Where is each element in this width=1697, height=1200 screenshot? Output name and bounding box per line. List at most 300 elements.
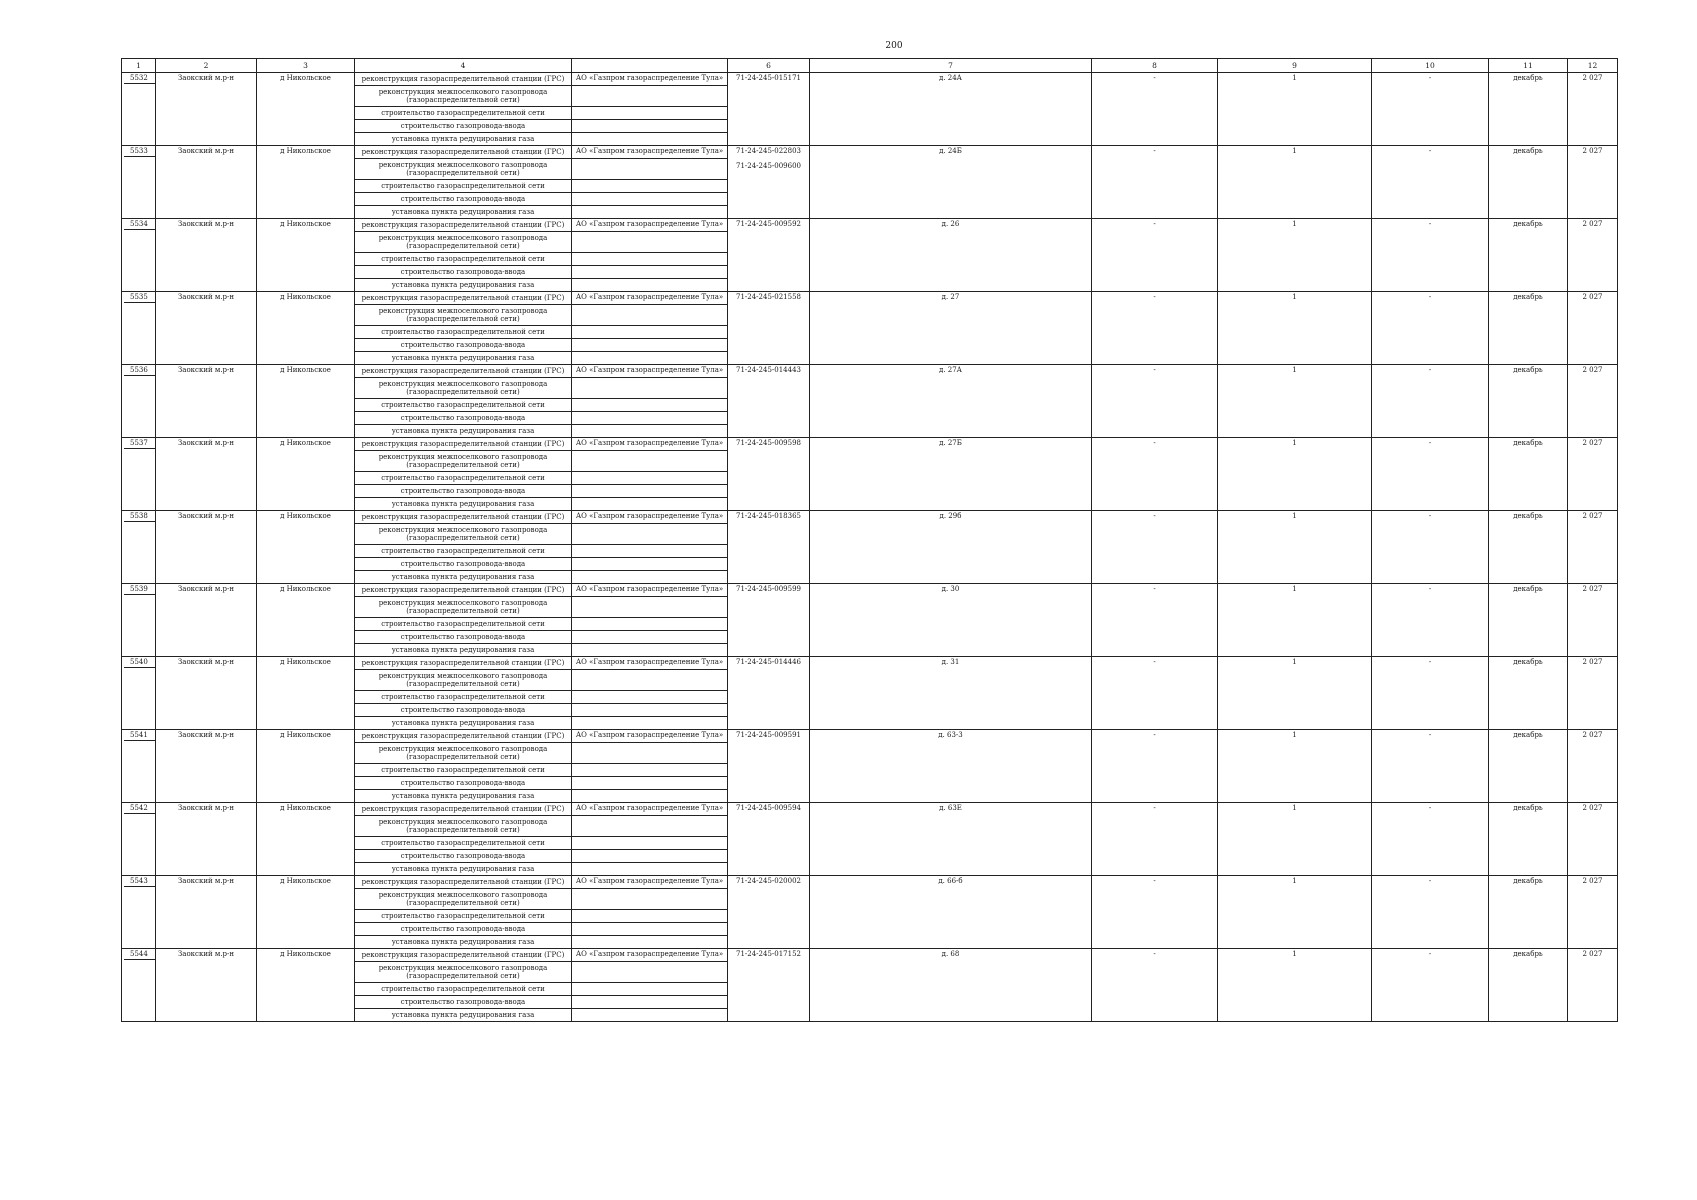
- work-type-cell: реконструкция газораспределительной станции (ГРС): [355, 292, 572, 305]
- month-cell: декабрь: [1489, 657, 1568, 730]
- year-cell: 2 027: [1568, 657, 1618, 730]
- cadastral-cell: [728, 365, 810, 438]
- organization-cell: [572, 498, 728, 511]
- month-cell: декабрь: [1489, 438, 1568, 511]
- work-type-cell: строительство газопровода-ввода: [355, 558, 572, 571]
- col10-cell: -: [1372, 584, 1489, 657]
- address-cell: д. 27Б: [810, 438, 1092, 511]
- work-type-cell: реконструкция газораспределительной станции (ГРС): [355, 438, 572, 451]
- year-cell: 2 027: [1568, 803, 1618, 876]
- cadastral-number: 71-24-245-017152: [736, 950, 801, 958]
- year-cell: 2 027: [1568, 73, 1618, 146]
- organization-cell: [572, 558, 728, 571]
- work-type-cell: строительство газораспределительной сети: [355, 910, 572, 923]
- col-header: 1: [122, 59, 156, 73]
- village-cell: д Никольское: [257, 146, 355, 219]
- cadastral-cell: [728, 219, 810, 292]
- address-cell: д. 26: [810, 219, 1092, 292]
- row-number: 5543: [124, 877, 155, 887]
- row-number-cell: [122, 876, 156, 949]
- village-cell: д Никольское: [257, 949, 355, 1022]
- organization-cell: [572, 790, 728, 803]
- organization-cell: [572, 704, 728, 717]
- month-cell: декабрь: [1489, 365, 1568, 438]
- row-number-cell: [122, 219, 156, 292]
- cadastral-cell: [728, 292, 810, 365]
- month-cell: декабрь: [1489, 730, 1568, 803]
- work-type-cell: реконструкция газораспределительной станции (ГРС): [355, 803, 572, 816]
- district-cell: Заокский м.р-н: [156, 292, 257, 365]
- cadastral-number: 71-24-245-021558: [736, 293, 801, 301]
- work-type-cell: строительство газораспределительной сети: [355, 107, 572, 120]
- work-type-cell: строительство газопровода-ввода: [355, 631, 572, 644]
- row-number: 5542: [124, 804, 155, 814]
- address-cell: д. 66-б: [810, 876, 1092, 949]
- district-cell: Заокский м.р-н: [156, 657, 257, 730]
- organization-cell: [572, 425, 728, 438]
- col-header: 8: [1092, 59, 1218, 73]
- organization-cell: [572, 305, 728, 326]
- col9-cell: 1: [1218, 803, 1372, 876]
- col9-cell: 1: [1218, 584, 1372, 657]
- address-cell: д. 29б: [810, 511, 1092, 584]
- address-cell: д. 27: [810, 292, 1092, 365]
- work-type-cell: реконструкция газораспределительной станции (ГРС): [355, 365, 572, 378]
- year-cell: 2 027: [1568, 949, 1618, 1022]
- row-number: 5544: [124, 950, 155, 960]
- year-cell: 2 027: [1568, 219, 1618, 292]
- col8-cell: -: [1092, 438, 1218, 511]
- table-body: [122, 59, 1618, 1022]
- col10-cell: -: [1372, 73, 1489, 146]
- work-type-cell: реконструкция межпоселкового газопровода (газораспределительной сети): [355, 816, 572, 837]
- address-cell: д. 31: [810, 657, 1092, 730]
- village-cell: д Никольское: [257, 876, 355, 949]
- month-cell: декабрь: [1489, 949, 1568, 1022]
- organization-cell: [572, 472, 728, 485]
- work-type-cell: строительство газопровода-ввода: [355, 850, 572, 863]
- row-number-cell: [122, 146, 156, 219]
- cadastral-number: 71-24-245-009599: [736, 585, 801, 593]
- village-cell: д Никольское: [257, 365, 355, 438]
- work-type-cell: реконструкция межпоселкового газопровода (газораспределительной сети): [355, 451, 572, 472]
- organization-cell: [572, 983, 728, 996]
- cadastral-number: 71-24-245-009598: [736, 439, 801, 447]
- cadastral-number: 71-24-245-009592: [736, 220, 801, 228]
- col-header: 9: [1218, 59, 1372, 73]
- cadastral-cell: [728, 73, 810, 146]
- organization-cell: [572, 86, 728, 107]
- district-cell: Заокский м.р-н: [156, 584, 257, 657]
- cadastral-cell: [728, 657, 810, 730]
- col9-cell: 1: [1218, 511, 1372, 584]
- organization-cell: [572, 962, 728, 983]
- col10-cell: -: [1372, 292, 1489, 365]
- village-cell: д Никольское: [257, 584, 355, 657]
- work-type-cell: строительство газораспределительной сети: [355, 618, 572, 631]
- organization-cell: АО «Газпром газораспределение Тула»: [572, 511, 728, 524]
- organization-cell: АО «Газпром газораспределение Тула»: [572, 438, 728, 451]
- col9-cell: 1: [1218, 730, 1372, 803]
- col8-cell: -: [1092, 511, 1218, 584]
- organization-cell: [572, 451, 728, 472]
- organization-cell: [572, 326, 728, 339]
- work-type-cell: реконструкция межпоселкового газопровода (газораспределительной сети): [355, 378, 572, 399]
- cadastral-number: 71-24-245-022803: [736, 147, 801, 155]
- month-cell: декабрь: [1489, 292, 1568, 365]
- work-type-cell: строительство газораспределительной сети: [355, 326, 572, 339]
- organization-cell: [572, 996, 728, 1009]
- work-type-cell: реконструкция межпоселкового газопровода (газораспределительной сети): [355, 670, 572, 691]
- year-cell: 2 027: [1568, 365, 1618, 438]
- organization-cell: [572, 743, 728, 764]
- work-type-cell: строительство газопровода-ввода: [355, 412, 572, 425]
- col8-cell: -: [1092, 949, 1218, 1022]
- work-type-cell: установка пункта редуцирования газа: [355, 425, 572, 438]
- works-table: [121, 58, 1618, 1022]
- table-row: [122, 146, 1618, 159]
- work-type-cell: установка пункта редуцирования газа: [355, 1009, 572, 1022]
- work-type-cell: строительство газораспределительной сети: [355, 399, 572, 412]
- row-number: 5538: [124, 512, 155, 522]
- work-type-cell: строительство газораспределительной сети: [355, 983, 572, 996]
- table-row: [122, 511, 1618, 524]
- col8-cell: -: [1092, 803, 1218, 876]
- cadastral-number: 71-24-245-020002: [736, 877, 801, 885]
- col9-cell: 1: [1218, 949, 1372, 1022]
- row-number-cell: [122, 365, 156, 438]
- organization-cell: АО «Газпром газораспределение Тула»: [572, 876, 728, 889]
- table-row: [122, 365, 1618, 378]
- cadastral-number: 71-24-245-018365: [736, 512, 801, 520]
- col8-cell: -: [1092, 365, 1218, 438]
- row-number-cell: [122, 438, 156, 511]
- organization-cell: [572, 232, 728, 253]
- district-cell: Заокский м.р-н: [156, 730, 257, 803]
- village-cell: д Никольское: [257, 730, 355, 803]
- work-type-cell: строительство газораспределительной сети: [355, 545, 572, 558]
- organization-cell: [572, 159, 728, 180]
- organization-cell: [572, 764, 728, 777]
- work-type-cell: строительство газораспределительной сети: [355, 837, 572, 850]
- table-row: [122, 292, 1618, 305]
- organization-cell: АО «Газпром газораспределение Тула»: [572, 730, 728, 743]
- work-type-cell: строительство газораспределительной сети: [355, 764, 572, 777]
- organization-cell: [572, 923, 728, 936]
- organization-cell: [572, 399, 728, 412]
- village-cell: д Никольское: [257, 803, 355, 876]
- cadastral-cell: [728, 438, 810, 511]
- work-type-cell: строительство газопровода-ввода: [355, 923, 572, 936]
- row-number: 5535: [124, 293, 155, 303]
- table-row: [122, 657, 1618, 670]
- district-cell: Заокский м.р-н: [156, 146, 257, 219]
- address-cell: д. 24А: [810, 73, 1092, 146]
- work-type-cell: установка пункта редуцирования газа: [355, 571, 572, 584]
- col9-cell: 1: [1218, 292, 1372, 365]
- row-number-cell: [122, 584, 156, 657]
- col8-cell: -: [1092, 730, 1218, 803]
- work-type-cell: реконструкция газораспределительной станции (ГРС): [355, 219, 572, 232]
- village-cell: д Никольское: [257, 438, 355, 511]
- district-cell: Заокский м.р-н: [156, 365, 257, 438]
- work-type-cell: строительство газораспределительной сети: [355, 253, 572, 266]
- organization-cell: [572, 717, 728, 730]
- work-type-cell: реконструкция газораспределительной станции (ГРС): [355, 730, 572, 743]
- row-number: 5532: [124, 74, 155, 84]
- row-number: 5541: [124, 731, 155, 741]
- cadastral-cell: [728, 146, 810, 219]
- work-type-cell: реконструкция межпоселкового газопровода (газораспределительной сети): [355, 86, 572, 107]
- organization-cell: АО «Газпром газораспределение Тула»: [572, 584, 728, 597]
- address-cell: д. 63Е: [810, 803, 1092, 876]
- cadastral-number: 71-24-245-009600: [736, 162, 801, 170]
- cadastral-number: 71-24-245-009594: [736, 804, 801, 812]
- col10-cell: -: [1372, 657, 1489, 730]
- row-number-cell: [122, 292, 156, 365]
- month-cell: декабрь: [1489, 511, 1568, 584]
- organization-cell: [572, 936, 728, 949]
- organization-cell: [572, 889, 728, 910]
- work-type-cell: установка пункта редуцирования газа: [355, 206, 572, 219]
- organization-cell: [572, 279, 728, 292]
- work-type-cell: строительство газораспределительной сети: [355, 180, 572, 193]
- col9-cell: 1: [1218, 73, 1372, 146]
- work-type-cell: реконструкция газораспределительной станции (ГРС): [355, 146, 572, 159]
- organization-cell: [572, 850, 728, 863]
- work-type-cell: реконструкция газораспределительной станции (ГРС): [355, 584, 572, 597]
- year-cell: 2 027: [1568, 146, 1618, 219]
- organization-cell: [572, 618, 728, 631]
- col10-cell: -: [1372, 876, 1489, 949]
- work-type-cell: реконструкция газораспределительной станции (ГРС): [355, 511, 572, 524]
- col8-cell: -: [1092, 73, 1218, 146]
- work-type-cell: установка пункта редуцирования газа: [355, 279, 572, 292]
- district-cell: Заокский м.р-н: [156, 949, 257, 1022]
- table-row: [122, 876, 1618, 889]
- cadastral-number: 71-24-245-009591: [736, 731, 801, 739]
- year-cell: 2 027: [1568, 876, 1618, 949]
- work-type-cell: строительство газопровода-ввода: [355, 266, 572, 279]
- work-type-cell: строительство газораспределительной сети: [355, 472, 572, 485]
- table-row: [122, 730, 1618, 743]
- year-cell: 2 027: [1568, 511, 1618, 584]
- organization-cell: [572, 253, 728, 266]
- work-type-cell: реконструкция межпоселкового газопровода (газораспределительной сети): [355, 524, 572, 545]
- table-row: [122, 584, 1618, 597]
- month-cell: декабрь: [1489, 584, 1568, 657]
- address-cell: д. 30: [810, 584, 1092, 657]
- work-type-cell: реконструкция межпоселкового газопровода (газораспределительной сети): [355, 232, 572, 253]
- cadastral-cell: [728, 876, 810, 949]
- col10-cell: -: [1372, 730, 1489, 803]
- row-number-cell: [122, 803, 156, 876]
- work-type-cell: установка пункта редуцирования газа: [355, 717, 572, 730]
- address-cell: д. 24Б: [810, 146, 1092, 219]
- work-type-cell: установка пункта редуцирования газа: [355, 936, 572, 949]
- work-type-cell: строительство газопровода-ввода: [355, 996, 572, 1009]
- village-cell: д Никольское: [257, 657, 355, 730]
- work-type-cell: установка пункта редуцирования газа: [355, 790, 572, 803]
- work-type-cell: реконструкция газораспределительной станции (ГРС): [355, 949, 572, 962]
- organization-cell: [572, 485, 728, 498]
- work-type-cell: строительство газораспределительной сети: [355, 691, 572, 704]
- col-header: 7: [810, 59, 1092, 73]
- col9-cell: 1: [1218, 146, 1372, 219]
- col8-cell: -: [1092, 876, 1218, 949]
- cadastral-cell: [728, 511, 810, 584]
- organization-cell: АО «Газпром газораспределение Тула»: [572, 219, 728, 232]
- work-type-cell: строительство газопровода-ввода: [355, 193, 572, 206]
- organization-cell: [572, 691, 728, 704]
- table-row: [122, 949, 1618, 962]
- organization-cell: АО «Газпром газораспределение Тула»: [572, 657, 728, 670]
- village-cell: д Никольское: [257, 219, 355, 292]
- col9-cell: 1: [1218, 657, 1372, 730]
- col-header: 4: [355, 59, 572, 73]
- cadastral-number: 71-24-245-014446: [736, 658, 801, 666]
- work-type-cell: установка пункта редуцирования газа: [355, 352, 572, 365]
- organization-cell: [572, 816, 728, 837]
- organization-cell: АО «Газпром газораспределение Тула»: [572, 146, 728, 159]
- district-cell: Заокский м.р-н: [156, 876, 257, 949]
- row-number: 5533: [124, 147, 155, 157]
- work-type-cell: реконструкция межпоселкового газопровода (газораспределительной сети): [355, 305, 572, 326]
- month-cell: декабрь: [1489, 146, 1568, 219]
- organization-cell: [572, 1009, 728, 1022]
- organization-cell: АО «Газпром газораспределение Тула»: [572, 73, 728, 86]
- col-header: 3: [257, 59, 355, 73]
- row-number-cell: [122, 73, 156, 146]
- work-type-cell: реконструкция газораспределительной станции (ГРС): [355, 657, 572, 670]
- village-cell: д Никольское: [257, 292, 355, 365]
- col10-cell: -: [1372, 146, 1489, 219]
- col10-cell: -: [1372, 511, 1489, 584]
- col8-cell: -: [1092, 657, 1218, 730]
- work-type-cell: строительство газопровода-ввода: [355, 777, 572, 790]
- village-cell: д Никольское: [257, 511, 355, 584]
- month-cell: декабрь: [1489, 219, 1568, 292]
- col-header: 2: [156, 59, 257, 73]
- village-cell: д Никольское: [257, 73, 355, 146]
- organization-cell: [572, 107, 728, 120]
- table-row: [122, 438, 1618, 451]
- work-type-cell: строительство газопровода-ввода: [355, 704, 572, 717]
- work-type-cell: строительство газопровода-ввода: [355, 120, 572, 133]
- organization-cell: [572, 597, 728, 618]
- cadastral-cell: [728, 584, 810, 657]
- page-number: 200: [885, 41, 903, 51]
- organization-cell: АО «Газпром газораспределение Тула»: [572, 803, 728, 816]
- work-type-cell: установка пункта редуцирования газа: [355, 644, 572, 657]
- col9-cell: 1: [1218, 219, 1372, 292]
- district-cell: Заокский м.р-н: [156, 438, 257, 511]
- work-type-cell: установка пункта редуцирования газа: [355, 133, 572, 146]
- cadastral-cell: [728, 949, 810, 1022]
- organization-cell: [572, 910, 728, 923]
- address-cell: д. 63-3: [810, 730, 1092, 803]
- year-cell: 2 027: [1568, 730, 1618, 803]
- organization-cell: [572, 120, 728, 133]
- district-cell: Заокский м.р-н: [156, 219, 257, 292]
- year-cell: 2 027: [1568, 584, 1618, 657]
- col8-cell: -: [1092, 292, 1218, 365]
- organization-cell: [572, 180, 728, 193]
- cadastral-number: 71-24-245-014443: [736, 366, 801, 374]
- work-type-cell: установка пункта редуцирования газа: [355, 863, 572, 876]
- organization-cell: [572, 206, 728, 219]
- col-header: [572, 59, 728, 73]
- row-number-cell: [122, 657, 156, 730]
- col8-cell: -: [1092, 146, 1218, 219]
- work-type-cell: реконструкция межпоселкового газопровода (газораспределительной сети): [355, 962, 572, 983]
- district-cell: Заокский м.р-н: [156, 803, 257, 876]
- table-row: [122, 73, 1618, 86]
- organization-cell: [572, 863, 728, 876]
- row-number-cell: [122, 511, 156, 584]
- cadastral-cell: [728, 803, 810, 876]
- col10-cell: -: [1372, 219, 1489, 292]
- work-type-cell: реконструкция межпоселкового газопровода (газораспределительной сети): [355, 597, 572, 618]
- month-cell: декабрь: [1489, 876, 1568, 949]
- district-cell: Заокский м.р-н: [156, 73, 257, 146]
- col10-cell: -: [1372, 949, 1489, 1022]
- organization-cell: [572, 339, 728, 352]
- col-header: 6: [728, 59, 810, 73]
- table-row: [122, 219, 1618, 232]
- col10-cell: -: [1372, 803, 1489, 876]
- row-number: 5539: [124, 585, 155, 595]
- col9-cell: 1: [1218, 876, 1372, 949]
- row-number-cell: [122, 949, 156, 1022]
- organization-cell: [572, 571, 728, 584]
- work-type-cell: строительство газопровода-ввода: [355, 339, 572, 352]
- address-cell: д. 27А: [810, 365, 1092, 438]
- work-type-cell: строительство газопровода-ввода: [355, 485, 572, 498]
- row-number-cell: [122, 730, 156, 803]
- col8-cell: -: [1092, 584, 1218, 657]
- address-cell: д. 68: [810, 949, 1092, 1022]
- organization-cell: [572, 352, 728, 365]
- work-type-cell: реконструкция газораспределительной станции (ГРС): [355, 876, 572, 889]
- organization-cell: АО «Газпром газораспределение Тула»: [572, 949, 728, 962]
- col-header: 12: [1568, 59, 1618, 73]
- work-type-cell: реконструкция межпоселкового газопровода (газораспределительной сети): [355, 889, 572, 910]
- district-cell: Заокский м.р-н: [156, 511, 257, 584]
- col10-cell: -: [1372, 365, 1489, 438]
- work-type-cell: реконструкция межпоселкового газопровода (газораспределительной сети): [355, 159, 572, 180]
- organization-cell: [572, 133, 728, 146]
- organization-cell: [572, 670, 728, 691]
- row-number: 5536: [124, 366, 155, 376]
- work-type-cell: реконструкция газораспределительной станции (ГРС): [355, 73, 572, 86]
- year-cell: 2 027: [1568, 438, 1618, 511]
- organization-cell: [572, 412, 728, 425]
- row-number: 5534: [124, 220, 155, 230]
- organization-cell: [572, 193, 728, 206]
- organization-cell: [572, 378, 728, 399]
- organization-cell: [572, 266, 728, 279]
- table-row: [122, 803, 1618, 816]
- cadastral-number: 71-24-245-015171: [736, 74, 801, 82]
- col-header: 11: [1489, 59, 1568, 73]
- col8-cell: -: [1092, 219, 1218, 292]
- organization-cell: [572, 524, 728, 545]
- organization-cell: АО «Газпром газораспределение Тула»: [572, 292, 728, 305]
- organization-cell: [572, 545, 728, 558]
- header-row: [122, 59, 1618, 73]
- month-cell: декабрь: [1489, 73, 1568, 146]
